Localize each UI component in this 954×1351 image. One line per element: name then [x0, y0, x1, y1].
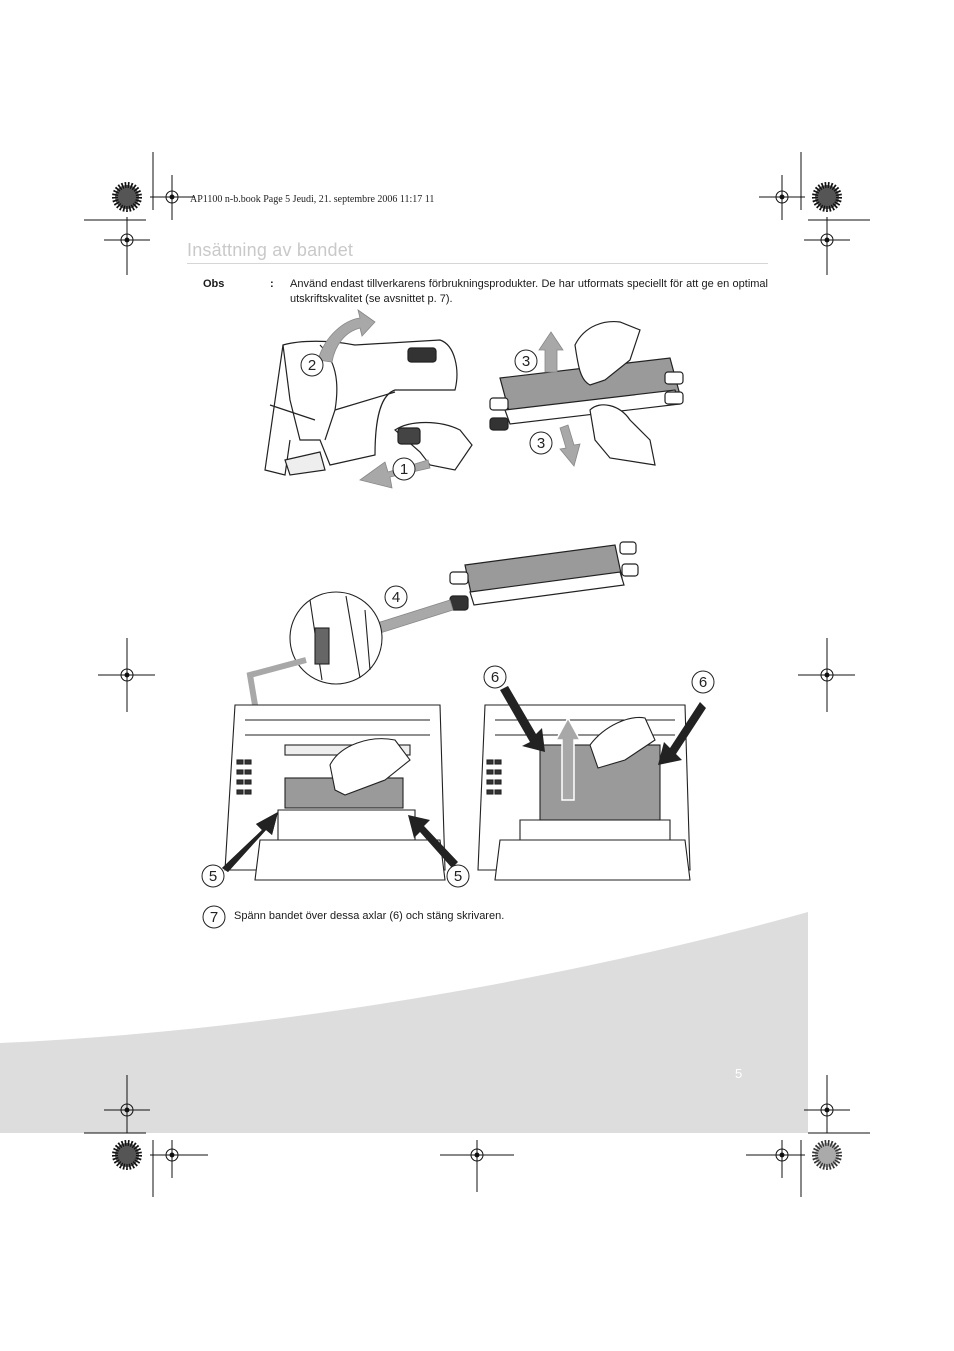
illustration-ribbon-unwrap: [490, 322, 683, 465]
footer-band: [0, 912, 808, 1133]
illustration-open-printer: [265, 340, 472, 475]
callout-number: 2: [307, 357, 317, 374]
note-label: Obs: [203, 278, 225, 290]
note-text: Använd endast tillverkarens förbrukningsprodukter. De har utformats speciellt för att ge en optimal utskriftskvalitet (se avsnittet p. 7).: [290, 278, 768, 305]
callout-number: 5: [208, 868, 218, 885]
illustration-detail-gear: [290, 592, 382, 684]
book-info-line: AP1100 n-b.book Page 5 Jeudi, 21. septembre 2006 11:17 11: [190, 194, 435, 205]
callout-number: 6: [490, 669, 500, 686]
registration-mark-icon: [104, 217, 150, 275]
star-target-icon: [815, 1143, 839, 1167]
illustration-printer-left: [225, 705, 445, 880]
star-target-icon: [115, 185, 139, 209]
step7-number: 7: [209, 909, 219, 926]
callout-number: 4: [391, 589, 401, 606]
registration-mark-icon: [150, 1140, 208, 1178]
registration-mark-icon: [804, 217, 850, 275]
registration-mark-icon: [440, 1140, 514, 1192]
registration-mark-icon: [150, 175, 195, 220]
page-number: 5: [735, 1066, 743, 1081]
registration-mark-icon: [759, 175, 805, 220]
heading-rule: [187, 263, 768, 264]
callout-number: 6: [698, 674, 708, 691]
star-target-icon: [115, 1143, 139, 1167]
star-target-icon: [815, 185, 839, 209]
registration-mark-icon: [798, 638, 855, 712]
arrow-up-icon: [539, 332, 563, 372]
registration-mark-icon: [804, 1075, 850, 1133]
callout-number: 5: [453, 868, 463, 885]
section-title: Insättning av bandet: [187, 240, 354, 260]
illustration-ribbon-cassette: [450, 542, 638, 610]
arrow-down-icon: [560, 425, 580, 466]
callout-number: 1: [399, 461, 409, 478]
note-colon: :: [270, 278, 274, 290]
registration-mark-icon: [746, 1140, 805, 1178]
step7-text: Spänn bandet över dessa axlar (6) och stäng skrivaren.: [234, 910, 505, 922]
illustration-printer-right: [478, 705, 690, 880]
registration-mark-icon: [98, 638, 155, 712]
callout-number: 3: [521, 353, 531, 370]
callout-number: 3: [536, 435, 546, 452]
